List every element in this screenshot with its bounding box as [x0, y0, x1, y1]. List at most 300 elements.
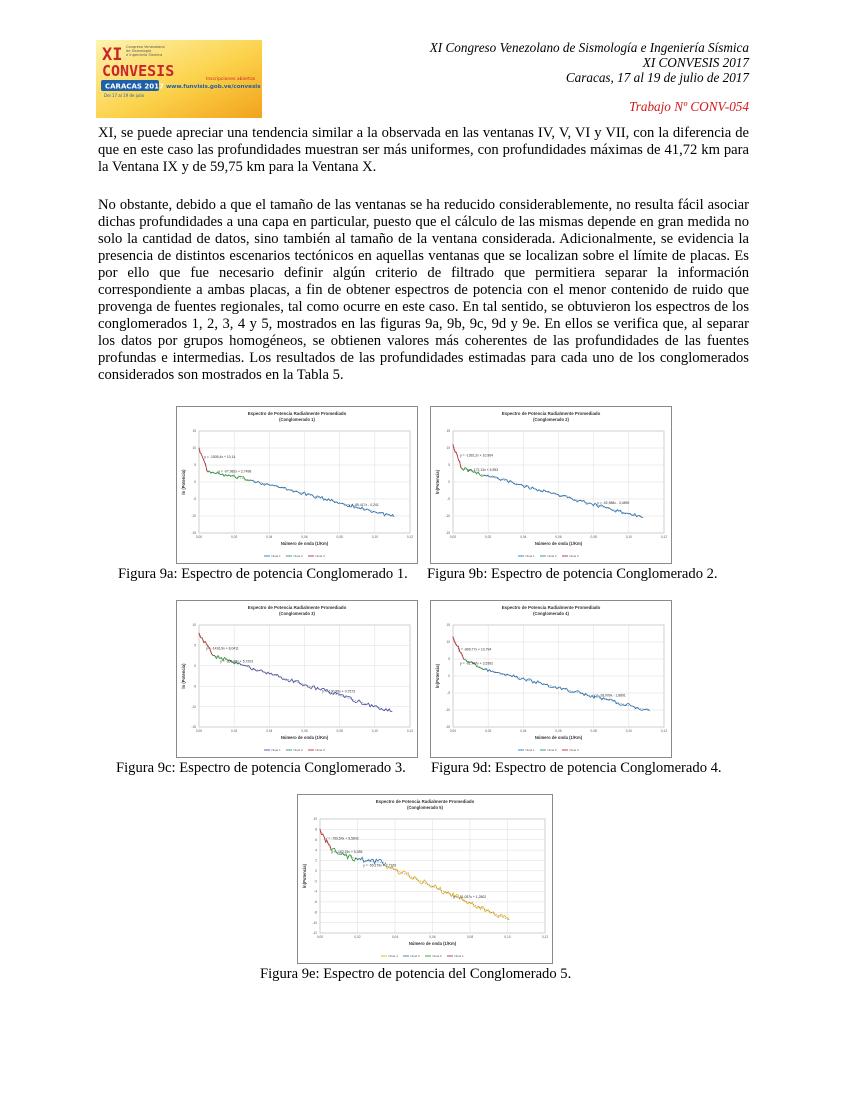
data-point — [552, 687, 553, 688]
data-point — [354, 861, 355, 862]
legend-entry: Nivel 1 — [454, 954, 464, 958]
y-tick-label: -10 — [191, 704, 196, 709]
data-point — [602, 506, 603, 507]
data-point — [446, 893, 447, 894]
data-point — [411, 878, 412, 879]
data-point — [298, 680, 299, 681]
x-tick-label: 0,08 — [466, 935, 474, 939]
paragraph-1: XI, se puede apreciar una tendencia similar a la observada en las ventanas IV, V, VI y VII, con la diferencia de que en este caso las profundidades muestran ser más uniformes, con profundidades máximas de 41,72 km para la Ventana IX y de 59,75 km para la Ventana X. — [98, 125, 749, 175]
y-tick-label: -8 — [314, 910, 317, 915]
congress-title: XI Congreso Venezolano de Sismología e Ingeniería Sísmica — [429, 40, 749, 55]
data-point — [571, 692, 572, 693]
data-point — [307, 686, 308, 687]
data-point — [485, 911, 486, 912]
figure-9b-chart-svg — [431, 407, 671, 563]
data-point — [392, 514, 393, 515]
fit-equation-label: y = -130,88x + 0,7573 — [322, 689, 356, 694]
x-tick-label: 0,10 — [625, 729, 632, 733]
legend-entry: Nivel 3 — [315, 748, 325, 752]
data-point — [295, 680, 296, 681]
data-point — [367, 508, 368, 509]
data-point — [374, 705, 375, 706]
data-point — [564, 495, 565, 496]
data-point — [240, 476, 241, 477]
chart-subtitle: (Conglomerado 5) — [407, 805, 443, 810]
data-point — [320, 689, 321, 690]
legend-entry: Nivel 3 — [410, 954, 420, 958]
x-tick-label: 0,06 — [301, 535, 308, 539]
data-point — [205, 641, 206, 642]
fit-equation-label: y = -172,13x + 5,953 — [467, 468, 499, 473]
figure-9b-chart — [430, 406, 672, 564]
data-point — [577, 501, 578, 502]
x-axis-label: Número de onda (1/Km) — [408, 941, 457, 946]
data-point — [363, 510, 364, 511]
data-point — [539, 682, 540, 683]
x-tick-label: 0,02 — [485, 535, 492, 539]
caption-9c: Figura 9c: Espectro de potencia Conglomerado 3. — [116, 760, 406, 776]
caption-9a: Figura 9a: Espectro de potencia Conglomerado 1. — [118, 566, 408, 582]
data-point — [472, 902, 473, 903]
data-point — [593, 505, 594, 506]
data-point — [233, 475, 234, 476]
data-point — [529, 678, 530, 679]
legend-entry: Nivel 2 — [293, 554, 303, 558]
data-point — [256, 671, 257, 672]
data-point — [387, 710, 388, 711]
data-point — [516, 676, 517, 677]
data-point — [638, 515, 639, 516]
data-point — [587, 504, 588, 505]
data-point — [482, 906, 483, 907]
y-tick-label: 10 — [446, 640, 450, 645]
legend-entry: Nivel 1 — [271, 748, 281, 752]
data-point — [619, 704, 620, 705]
data-point — [498, 917, 499, 918]
figure-9d-chart-svg — [431, 601, 671, 757]
data-point — [455, 452, 456, 453]
data-point — [574, 500, 575, 501]
data-point — [285, 679, 286, 680]
fit-equation-label: y = -790,54x + 9,5842 — [325, 836, 359, 841]
y-tick-label: 2 — [315, 858, 317, 863]
data-point — [510, 480, 511, 481]
data-point — [479, 667, 480, 668]
data-point — [277, 486, 278, 487]
legend-entry: Nivel 2 — [547, 554, 557, 558]
legend-entry: Nivel 2 — [293, 748, 303, 752]
data-point — [551, 493, 552, 494]
data-point — [398, 873, 399, 874]
y-tick-label: -15 — [445, 725, 450, 730]
data-point — [488, 910, 489, 911]
data-point — [625, 705, 626, 706]
data-point — [414, 876, 415, 877]
data-point — [389, 514, 390, 515]
x-tick-label: 0,00 — [195, 535, 203, 539]
data-point — [237, 478, 238, 479]
y-tick-label: 4 — [315, 848, 317, 853]
data-point — [500, 674, 501, 675]
data-point — [593, 698, 594, 699]
fit-equation-label: y = -1392,2x + 10,964 — [460, 453, 494, 458]
data-point — [430, 886, 431, 887]
data-point — [638, 708, 639, 709]
data-point — [334, 848, 335, 849]
data-point — [383, 512, 384, 513]
chart-subtitle: (Conglomerado 3) — [279, 611, 315, 616]
data-point — [443, 893, 444, 894]
data-point — [475, 907, 476, 908]
y-tick-label: -10 — [191, 514, 196, 519]
data-point — [500, 480, 501, 481]
data-point — [314, 686, 315, 687]
x-tick-label: 0,02 — [231, 535, 238, 539]
data-point — [548, 491, 549, 492]
data-point — [338, 503, 339, 504]
data-point — [494, 915, 495, 916]
data-point — [386, 513, 387, 514]
figure-9a-chart-svg — [177, 407, 417, 563]
svg-text:Inscripciones abiertas: Inscripciones abiertas — [206, 77, 256, 82]
data-point — [641, 516, 642, 517]
data-point — [491, 671, 492, 672]
data-point — [615, 512, 616, 513]
paper-id: Trabajo Nº CONV-054 — [629, 99, 749, 114]
figure-9c-chart-svg — [177, 601, 417, 757]
svg-text:CARACAS 2017: CARACAS 2017 — [105, 82, 164, 91]
data-point — [481, 476, 482, 477]
chart-subtitle: (Conglomerado 4) — [533, 611, 569, 616]
data-point — [523, 677, 524, 678]
data-point — [606, 699, 607, 700]
fit-equation-label: y = -92,988x - 3,4895 — [597, 501, 630, 506]
data-point — [561, 689, 562, 690]
y-tick-label: -5 — [193, 497, 196, 502]
y-axis-label: ln (Potencia) — [181, 663, 186, 689]
x-tick-label: 0,12 — [406, 729, 414, 733]
data-point — [363, 862, 364, 863]
caption-9b: Figura 9b: Espectro de potencia Conglomerado 2. — [427, 566, 718, 582]
data-point — [322, 496, 323, 497]
y-tick-label: -5 — [447, 497, 450, 502]
y-tick-label: 0 — [315, 869, 317, 874]
y-tick-label: 10 — [313, 817, 317, 822]
x-tick-label: 0,04 — [391, 935, 399, 939]
data-point — [287, 490, 288, 491]
fit-equation-label: y = -28,009x - 1,8891 — [593, 693, 626, 698]
legend-entry: Nivel 2 — [547, 748, 557, 752]
x-tick-label: 0,02 — [485, 729, 492, 733]
x-axis-label: Número de onda (1/Km) — [280, 541, 329, 546]
x-tick-label: 0,10 — [371, 729, 378, 733]
data-point — [362, 704, 363, 705]
y-tick-label: 10 — [446, 446, 450, 451]
x-tick-label: 0,02 — [354, 935, 361, 939]
convesis-logo — [96, 40, 262, 118]
y-tick-label: -2 — [314, 879, 317, 884]
data-point — [331, 499, 332, 500]
x-axis-label: Número de onda (1/Km) — [280, 735, 329, 740]
y-axis-label: ln(Potencia) — [435, 664, 440, 688]
x-tick-label: 0,06 — [555, 729, 562, 733]
y-tick-label: -10 — [312, 920, 317, 925]
y-tick-label: -6 — [314, 900, 317, 905]
data-point — [349, 696, 350, 697]
svg-text:de Sismología: de Sismología — [126, 49, 152, 53]
data-point — [532, 683, 533, 684]
data-point — [577, 690, 578, 691]
chart-subtitle: (Conglomerado 2) — [533, 417, 569, 422]
legend-entry: Nivel 2 — [432, 954, 442, 958]
legend-entry: Nivel 1 — [525, 554, 535, 558]
fit-equation-label: y = -1505,4x + 10,14 — [204, 455, 236, 460]
x-tick-label: 0,00 — [316, 935, 324, 939]
x-tick-label: 0,00 — [195, 729, 203, 733]
data-point — [293, 492, 294, 493]
data-point — [315, 498, 316, 499]
data-point — [354, 508, 355, 509]
y-axis-label: ln (Potencia) — [181, 469, 186, 495]
fit-equation-label: y = -51,057x + 1,2802 — [453, 894, 487, 899]
y-tick-label: -12 — [312, 931, 317, 936]
data-point — [504, 915, 505, 916]
y-axis-label: ln(Potencia) — [435, 470, 440, 494]
data-point — [312, 495, 313, 496]
data-point — [532, 487, 533, 488]
x-tick-label: 0,10 — [504, 935, 511, 939]
data-point — [276, 674, 277, 675]
fit-equation-label: y = -59,179x + 2,7329 — [363, 863, 397, 868]
y-tick-label: -5 — [447, 691, 450, 696]
data-point — [641, 710, 642, 711]
data-point — [433, 886, 434, 887]
y-tick-label: 15 — [192, 429, 196, 434]
x-tick-label: 0,00 — [449, 535, 457, 539]
chart-title: Espectro de Potencia Radialmente Promediado — [247, 411, 347, 416]
data-point — [378, 707, 379, 708]
data-point — [503, 479, 504, 480]
paragraph-2: No obstante, debido a que el tamaño de las ventanas se ha reducido considerablemente, no resulta fácil asociar dichas profundidades a una capa en particular, puesto que el cálculo de las mismas depende en gran medida no solo la cantidad de datos, sino también al tamaño de la ventana considerada. Adicionalmente, se evidencia la presencia de distintos escenarios tectónicos en aquellas ventanas que se localizan sobre el límite de placas. Es por ello que fue necesario definir algún criterio de filtrado que permitiera separar la información correspondiente a ambas placas, a fin de obtener espectros de potencia con el menor contenido de ruido que provenga de fuentes regionales, tal como ocurre en este caso. En tal sentido, se obtuvieron los espectros de los conglomerados 1, 2, 3, 4 y 5, mostrados en las figuras 9a, 9b, 9c, 9d y 9e. En ellos se verifica que, al separar los datos por grupos homogéneos, se obtienen valores más coherentes de las profundidades de las fuentes profundas e intermedias. Los resultados de las profundidades estimadas para cada uno de los conglomerados considerados son mostrados en la Tabla 5. — [98, 197, 749, 383]
data-point — [507, 674, 508, 675]
data-point — [346, 696, 347, 697]
chart-title: Espectro de Potencia Radialmente Promediado — [247, 605, 347, 610]
y-tick-label: 6 — [315, 837, 317, 842]
y-tick-label: 0 — [194, 664, 196, 668]
data-point — [466, 901, 467, 902]
data-point — [325, 842, 326, 843]
data-point — [365, 704, 366, 705]
data-point — [311, 688, 312, 689]
caption-9e: Figura 9e: Espectro de potencia del Conglomerado 5. — [260, 966, 572, 982]
fit-equation-label: y = -899,77x + 10,794 — [458, 647, 492, 652]
data-point — [379, 512, 380, 513]
x-tick-label: 0,10 — [371, 535, 378, 539]
x-tick-label: 0,04 — [520, 535, 527, 539]
data-point — [590, 697, 591, 698]
x-tick-label: 0,06 — [429, 935, 436, 939]
chart-subtitle: (Conglomerado 1) — [279, 417, 315, 422]
data-point — [648, 709, 649, 710]
chart-title: Espectro de Potencia Radialmente Promediado — [375, 799, 475, 804]
data-point — [487, 475, 488, 476]
data-point — [564, 688, 565, 689]
data-point — [536, 683, 537, 684]
data-point — [622, 513, 623, 514]
data-point — [583, 500, 584, 501]
data-point — [288, 681, 289, 682]
data-point — [384, 710, 385, 711]
data-point — [526, 681, 527, 682]
congress-dates: Caracas, 17 al 19 de julio de 2017 — [565, 70, 749, 85]
legend-entry: Nivel 1 — [271, 554, 281, 558]
legend-entry: Nivel 3 — [569, 554, 579, 558]
data-point — [453, 892, 454, 893]
fit-equation-label: y = -183,19x + 5,055 — [331, 850, 363, 855]
svg-text:CONVESIS: CONVESIS — [102, 62, 175, 80]
data-point — [266, 674, 267, 675]
y-tick-label: -15 — [445, 531, 450, 536]
data-point — [291, 679, 292, 680]
data-point — [366, 861, 367, 862]
data-point — [455, 644, 456, 645]
x-tick-label: 0,12 — [541, 935, 549, 939]
data-point — [376, 859, 377, 860]
x-axis-label: Número de onda (1/Km) — [534, 541, 583, 546]
legend-entry: Nivel 1 — [525, 748, 535, 752]
data-point — [494, 476, 495, 477]
data-point — [379, 859, 380, 860]
y-axis-label: ln(Potencia) — [302, 864, 307, 888]
legend-entry: Nivel 3 — [315, 554, 325, 558]
data-point — [357, 508, 358, 509]
x-tick-label: 0,00 — [449, 729, 457, 733]
data-point — [355, 702, 356, 703]
data-point — [571, 497, 572, 498]
data-point — [545, 490, 546, 491]
data-point — [317, 687, 318, 688]
data-point — [333, 694, 334, 695]
y-tick-label: -15 — [191, 725, 196, 730]
data-point — [440, 887, 441, 888]
y-tick-label: 5 — [448, 463, 450, 468]
y-tick-label: 10 — [192, 446, 196, 451]
svg-text:www.funvisis.gob.ve/convesis: www.funvisis.gob.ve/convesis — [166, 84, 261, 90]
data-point — [350, 855, 351, 856]
congress-edition: XI CONVESIS 2017 — [642, 55, 749, 70]
data-point — [368, 703, 369, 704]
data-point — [343, 694, 344, 695]
data-point — [360, 508, 361, 509]
data-point — [635, 708, 636, 709]
data-point — [516, 484, 517, 485]
x-tick-label: 0,04 — [266, 535, 273, 539]
data-point — [513, 674, 514, 675]
data-point — [542, 684, 543, 685]
data-point — [561, 496, 562, 497]
data-point — [526, 485, 527, 486]
y-tick-label: -15 — [191, 531, 196, 536]
data-point — [424, 880, 425, 881]
y-tick-label: 0 — [448, 480, 450, 485]
data-point — [224, 476, 225, 477]
data-point — [211, 473, 212, 474]
y-tick-label: 8 — [315, 827, 317, 832]
fit-equation-label: y = -97,982x + 2,7498 — [218, 469, 252, 474]
figure-9a-chart — [176, 406, 418, 564]
data-point — [243, 476, 244, 477]
y-tick-label: -10 — [445, 514, 450, 519]
data-point — [319, 496, 320, 497]
data-point — [609, 699, 610, 700]
y-tick-label: -10 — [445, 708, 450, 713]
data-point — [339, 694, 340, 695]
data-point — [301, 684, 302, 685]
data-point — [404, 871, 405, 872]
data-point — [613, 700, 614, 701]
data-point — [395, 869, 396, 870]
data-point — [603, 697, 604, 698]
data-point — [507, 480, 508, 481]
x-tick-label: 0,08 — [590, 535, 597, 539]
data-point — [462, 900, 463, 901]
data-point — [267, 483, 268, 484]
x-axis-label: Número de onda (1/Km) — [534, 735, 583, 740]
x-tick-label: 0,08 — [336, 729, 343, 733]
x-tick-label: 0,08 — [590, 729, 597, 733]
data-point — [283, 487, 284, 488]
data-point — [501, 914, 502, 915]
fit-equation-label: y = -91,797x + 3,5392 — [460, 661, 494, 666]
y-tick-label: 15 — [446, 429, 450, 434]
fit-equation-label: y = -85,417x - 0,241 — [348, 502, 379, 507]
data-point — [373, 859, 374, 860]
x-tick-label: 0,06 — [555, 535, 562, 539]
svg-text:Congreso Venezolano: Congreso Venezolano — [126, 45, 165, 49]
data-point — [408, 872, 409, 873]
data-point — [487, 671, 488, 672]
data-point — [216, 658, 217, 659]
chart-title: Espectro de Potencia Radialmente Promediado — [501, 605, 601, 610]
data-point — [629, 703, 630, 704]
data-point — [282, 679, 283, 680]
x-tick-label: 0,12 — [406, 535, 414, 539]
data-point — [264, 485, 265, 486]
y-tick-label: 0 — [194, 480, 196, 485]
data-point — [483, 669, 484, 670]
figure-9e-chart-svg — [298, 795, 552, 963]
figure-9e-chart — [297, 794, 553, 964]
data-point — [476, 666, 477, 667]
legend-entry: Nivel 4 — [388, 954, 398, 958]
fit-equation-label: y = -305,88x + 5,7203 — [220, 659, 254, 664]
data-point — [358, 700, 359, 701]
x-tick-label: 0,10 — [625, 535, 632, 539]
data-point — [580, 500, 581, 501]
x-tick-label: 0,02 — [231, 729, 238, 733]
x-tick-label: 0,08 — [336, 535, 343, 539]
fit-equation-label: y = -1416,9x + 8,0411 — [206, 646, 239, 651]
data-point — [306, 495, 307, 496]
data-point — [371, 704, 372, 705]
data-point — [352, 700, 353, 701]
data-point — [328, 498, 329, 499]
data-point — [335, 502, 336, 503]
data-point — [609, 508, 610, 509]
y-tick-label: 5 — [194, 463, 196, 468]
data-point — [616, 703, 617, 704]
data-point — [634, 513, 635, 514]
